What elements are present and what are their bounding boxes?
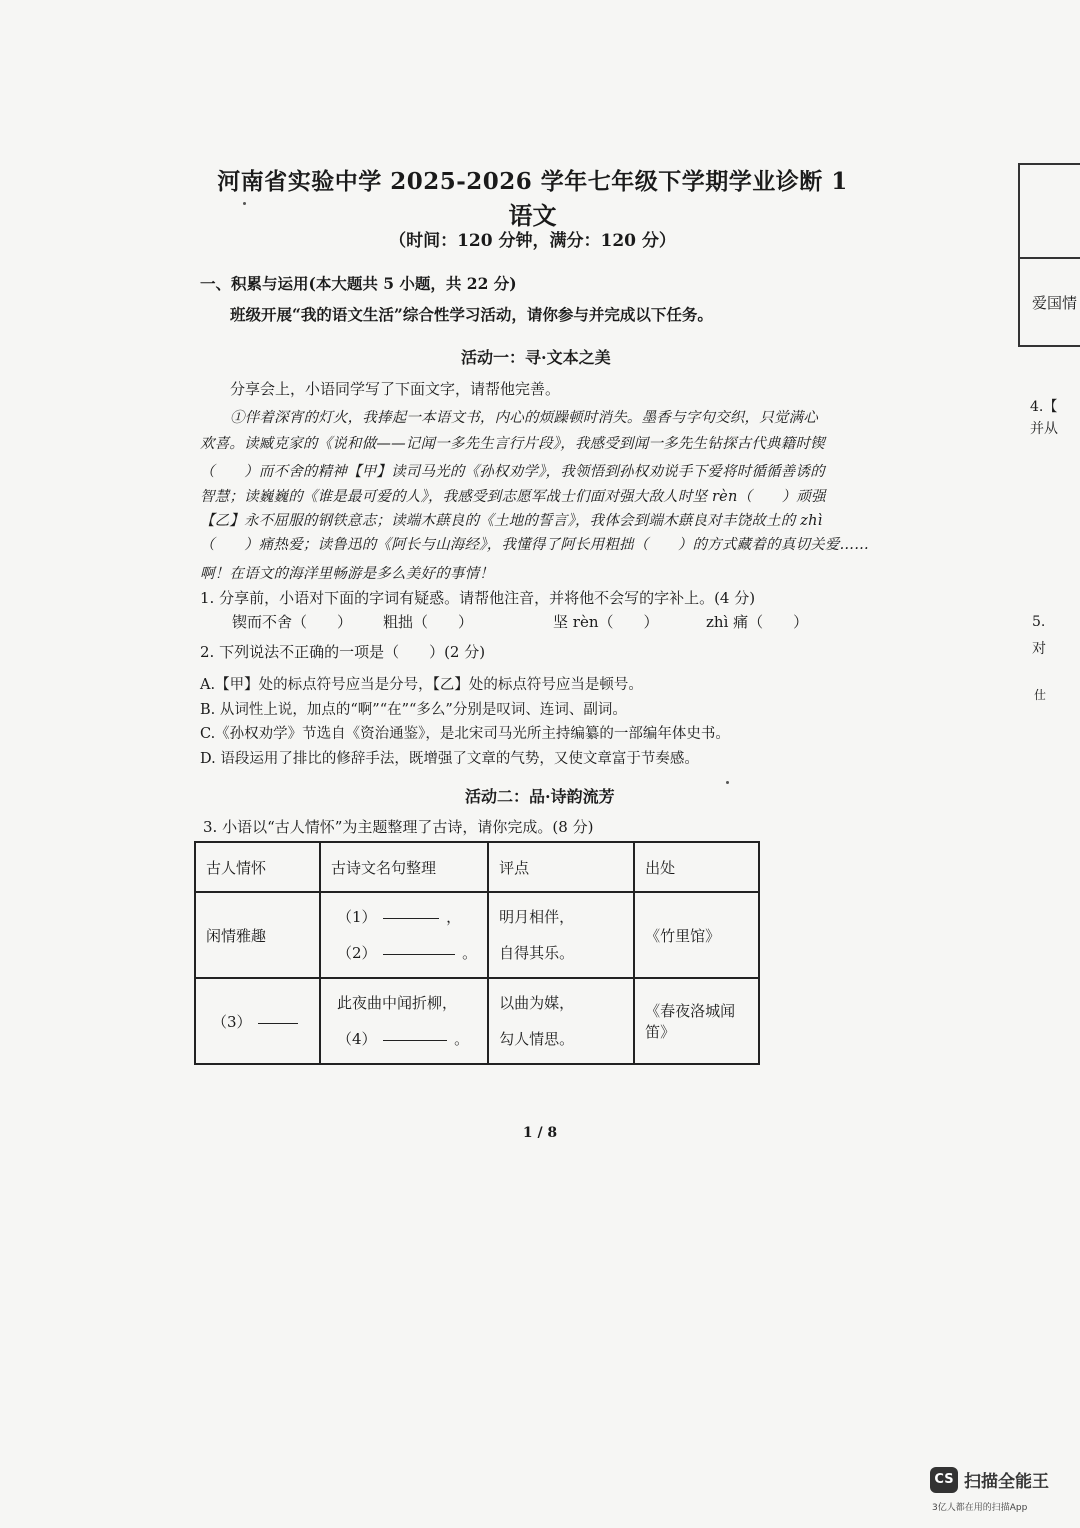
blank-4-label: （4） <box>337 1030 377 1048</box>
adjacent-q4: 4.【 <box>1030 399 1058 415</box>
passage-line-3: （ ）而不舍的精神【甲】读司马光的《孙权劝学》，我领悟到孙权劝说手下爱将时循循善诱的 <box>200 464 825 480</box>
passage-line-4: 智慧；读巍巍的《谁是最可爱的人》，我感受到志愿军战士们面对强大敌人时坚 rèn（ ）顽强 <box>200 489 826 505</box>
blank-1-end: ， <box>446 908 462 926</box>
row2-comment-1: 以曲为媒， <box>499 994 575 1012</box>
blank-2-label: （2） <box>337 944 377 962</box>
row1-comment <box>488 892 634 978</box>
question-2: 2. 下列说法不正确的一项是（ ）(2 分) <box>200 643 486 661</box>
q1-item-4: zhì 痛（ ） <box>706 613 809 631</box>
scanner-logo-icon: CS <box>930 1467 958 1493</box>
scan-speck <box>726 781 729 784</box>
exam-timing: （时间：120 分钟，满分：120 分） <box>389 231 676 251</box>
scanner-watermark-name: 扫描全能王 <box>964 1472 1049 1492</box>
q2-option-b: B. 从词性上说，加点的“啊”“在”“多么”分别是叹词、连词、副词。 <box>200 702 627 718</box>
header-lines: 古诗文名句整理 <box>320 842 488 892</box>
section-intro: 班级开展“我的语文生活”综合性学习活动，请你参与并完成以下任务。 <box>230 305 713 324</box>
adjacent-box-text: 爱国情 <box>1032 294 1078 312</box>
adjacent-q4-line2: 并从 <box>1030 421 1058 437</box>
blank-1[interactable] <box>383 917 439 919</box>
row2-comment-2: 勾人情思。 <box>499 1030 575 1048</box>
scan-speck <box>243 202 246 205</box>
row1-comment-1: 明月相伴， <box>499 908 575 926</box>
blank-2[interactable] <box>383 953 455 955</box>
activity1-lead: 分享会上，小语同学写了下面文字，请帮他完善。 <box>230 380 561 398</box>
activity1-title: 活动一：寻·文本之美 <box>461 348 611 367</box>
row2-comment <box>488 978 634 1064</box>
table-header-row <box>195 842 759 892</box>
row2-line-1: 此夜曲中闻折柳， <box>337 994 458 1012</box>
passage-line-7: 啊！在语文的海洋里畅游是多么美好的事情！ <box>200 566 494 582</box>
q1-item-2: 粗拙（ ） <box>383 613 474 631</box>
passage-line-1: ①伴着深宵的灯火，我捧起一本语文书，内心的烦躁顿时消失。墨香与字句交织，只觉满心 <box>230 410 818 426</box>
adjacent-q5: 5. <box>1032 614 1046 630</box>
q1-item-1: 锲而不舍（ ） <box>232 613 353 631</box>
passage-line-2: 欢喜。读臧克家的《说和做——记闻一多先生言行片段》，我感受到闻一多先生钻探古代典籍时锲 <box>200 436 825 452</box>
row1-lines <box>320 892 488 978</box>
blank-3[interactable] <box>258 1022 298 1024</box>
activity2-title: 活动二：品·诗韵流芳 <box>465 787 615 806</box>
header-source: 出处 <box>634 842 759 892</box>
q1-item-3: 坚 rèn（ ） <box>553 613 659 631</box>
page-number: 1 / 8 <box>522 1125 558 1141</box>
adjacent-page-box <box>1018 163 1080 347</box>
scanner-watermark-sub: 3亿人都在用的扫描App <box>932 1503 1028 1513</box>
q2-option-d: D. 语段运用了排比的修辞手法，既增强了文章的气势，又使文章富于节奏感。 <box>200 751 699 767</box>
question-3: 3. 小语以“古人情怀”为主题整理了古诗，请你完成。(8 分) <box>203 818 594 836</box>
row1-source: 《竹里馆》 <box>634 892 759 978</box>
q2-option-c: C.《孙权劝学》节选自《资治通鉴》，是北宋司马光所主持编纂的一部编年体史书。 <box>200 726 730 742</box>
row1-feeling: 闲情雅趣 <box>195 892 320 978</box>
blank-2-end: 。 <box>462 944 478 962</box>
row1-comment-2: 自得其乐。 <box>499 944 575 962</box>
blank-3-label: （3） <box>212 1012 252 1031</box>
adjacent-q5-line3: 仕 <box>1034 688 1047 702</box>
section-heading: 一、积累与运用(本大题共 5 小题，共 22 分) <box>200 274 517 293</box>
q2-option-a: A.【甲】处的标点符号应当是分号，【乙】处的标点符号应当是顿号。 <box>200 677 643 693</box>
blank-1-label: （1） <box>337 908 377 926</box>
passage-line-5: 【乙】永不屈服的钢铁意志；读端木蕻良的《土地的誓言》，我体会到端木蕻良对丰饶故土的 zhì <box>200 513 823 529</box>
poem-table <box>194 841 760 1065</box>
adjacent-q5-line2: 对 <box>1032 641 1046 657</box>
header-feeling: 古人情怀 <box>195 842 320 892</box>
passage-line-6: （ ）痛热爱；读鲁迅的《阿长与山海经》，我懂得了阿长用粗拙（ ）的方式藏着的真切关爱…… <box>200 537 869 553</box>
exam-subject: 语文 <box>508 201 557 230</box>
table-row <box>195 978 759 1064</box>
row2-source: 《春夜洛城闻笛》 <box>634 978 759 1064</box>
table-row <box>195 892 759 978</box>
question-1: 1. 分享前，小语对下面的字词有疑惑。请帮他注音，并将他不会写的字补上。(4 分) <box>200 589 756 607</box>
adjacent-page-divider <box>1018 257 1080 259</box>
exam-title: 河南省实验中学 2025-2026 学年七年级下学期学业诊断 1 <box>217 168 848 195</box>
row2-lines <box>320 978 488 1064</box>
blank-4[interactable] <box>383 1039 447 1041</box>
header-comment: 评点 <box>488 842 634 892</box>
blank-4-end: 。 <box>454 1030 470 1048</box>
row2-feeling <box>195 978 320 1064</box>
